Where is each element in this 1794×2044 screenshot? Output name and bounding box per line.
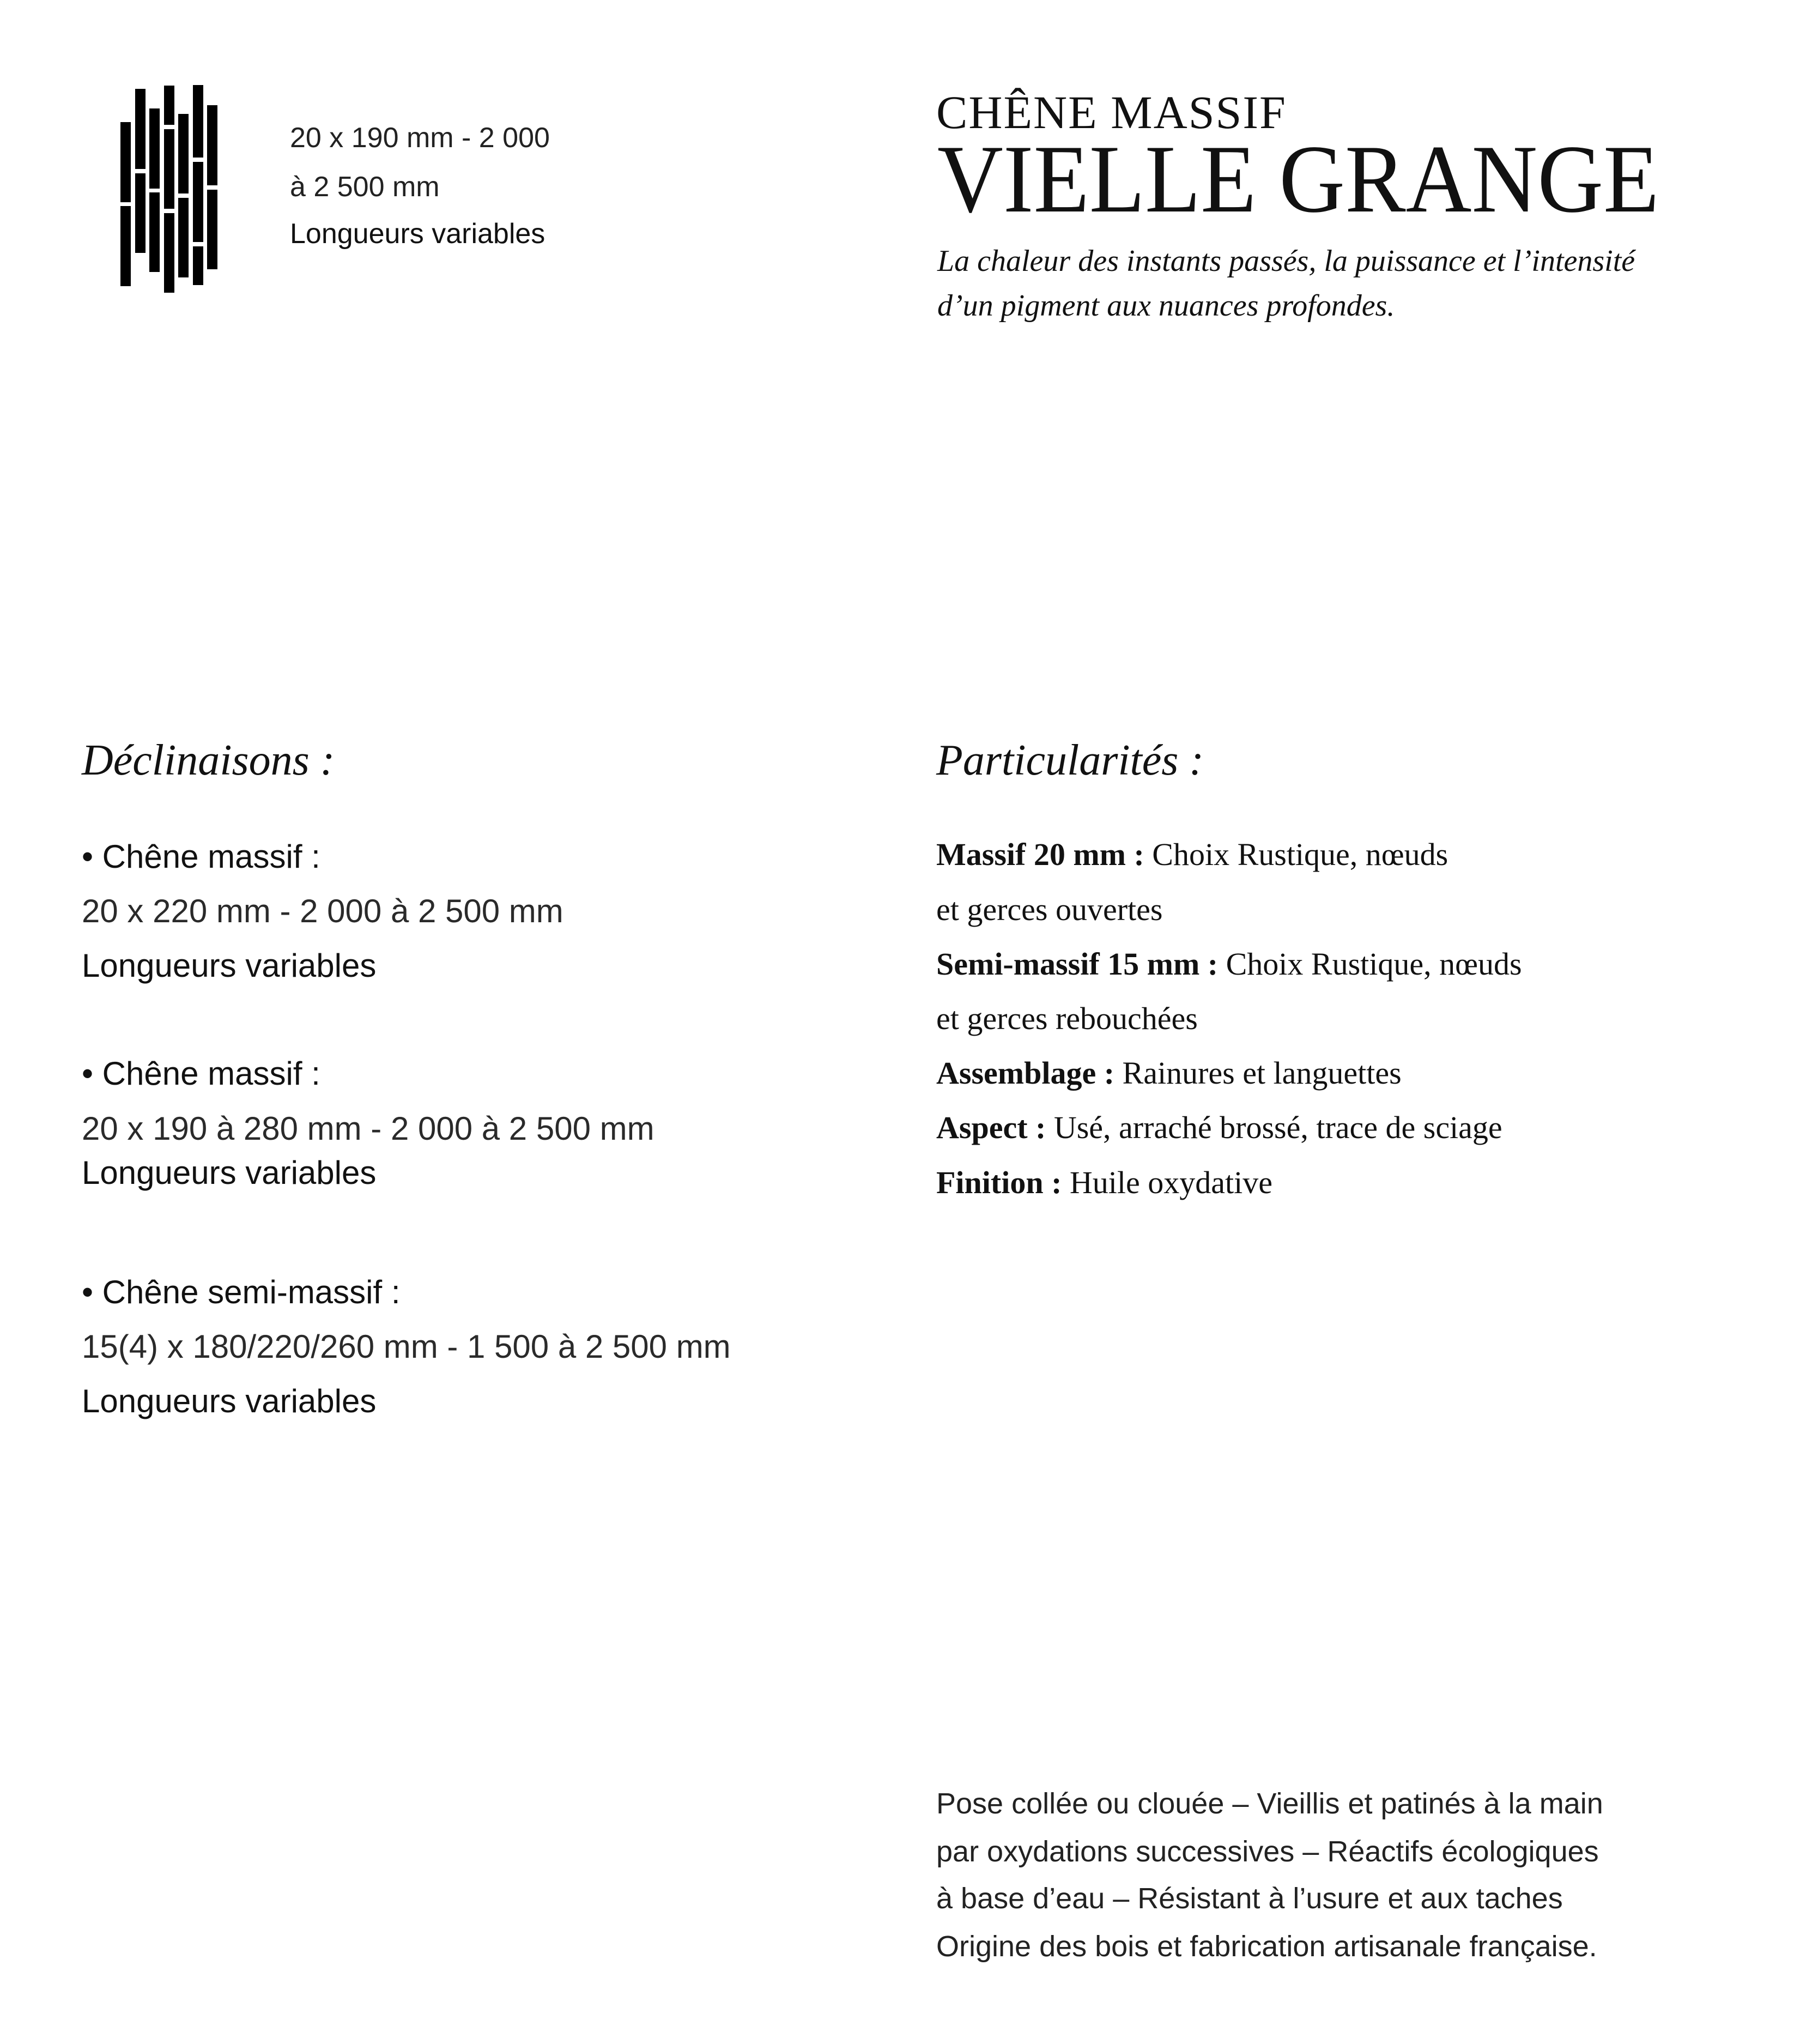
spec-dimensions: 20 x 190 mm - 2 000: [290, 122, 550, 154]
feature-label: Massif 20 mm :: [936, 837, 1144, 872]
footer-note-line: Origine des bois et fabrication artisanale française.: [936, 1930, 1597, 1963]
product-kicker: CHÊNE MASSIF: [936, 86, 1287, 138]
particularites-heading: Particularités :: [936, 736, 1204, 784]
feature-text: Choix Rustique, nœuds: [1218, 946, 1522, 982]
feature-line: [936, 1167, 1272, 1199]
feature-line: [936, 839, 1448, 870]
variant-name: • Chêne massif :: [82, 1055, 320, 1092]
declinaisons-heading: Déclinaisons :: [82, 736, 335, 784]
feature-line: [936, 1112, 1502, 1144]
footer-note-line: par oxydations successives – Réactifs écologiques: [936, 1835, 1599, 1868]
feature-label: Aspect :: [936, 1110, 1046, 1145]
feature-line: [936, 1003, 1198, 1035]
product-tagline-line: d’un pigment aux nuances profondes.: [937, 289, 1395, 323]
feature-text: Huile oxydative: [1062, 1165, 1272, 1200]
feature-text: Usé, arraché brossé, trace de sciage: [1046, 1110, 1502, 1145]
variant-note: Longueurs variables: [82, 1383, 377, 1419]
variant-note: Longueurs variables: [82, 947, 377, 984]
variant-dimensions: 20 x 220 mm - 2 000 à 2 500 mm: [82, 893, 563, 929]
footer-note-line: à base d’eau – Résistant à l’usure et aux taches: [936, 1882, 1563, 1915]
variant-dimensions: 20 x 190 à 280 mm - 2 000 à 2 500 mm: [82, 1110, 654, 1147]
feature-label: Semi-massif 15 mm :: [936, 946, 1219, 982]
product-title: VIELLE GRANGE: [937, 125, 1659, 233]
variant-name: • Chêne semi-massif :: [82, 1274, 401, 1310]
feature-line: [936, 1057, 1402, 1089]
parquet-planks-icon: [0, 0, 229, 305]
feature-line: [936, 894, 1162, 926]
variant-dimensions: 15(4) x 180/220/260 mm - 1 500 à 2 500 mm: [82, 1328, 731, 1365]
variant-name: • Chêne massif :: [82, 838, 320, 875]
variant-note: Longueurs variables: [82, 1154, 377, 1191]
product-tagline-line: La chaleur des instants passés, la puissance et l’intensité: [937, 244, 1635, 278]
feature-label: Assemblage :: [936, 1055, 1115, 1091]
footer-note-line: Pose collée ou clouée – Vieillis et patinés à la main: [936, 1787, 1603, 1820]
feature-text: Rainures et languettes: [1114, 1055, 1402, 1091]
feature-text: Choix Rustique, nœuds: [1144, 837, 1448, 872]
spec-length: à 2 500 mm: [290, 171, 440, 203]
feature-text: et gerces ouvertes: [936, 892, 1163, 927]
feature-text: et gerces rebouchées: [936, 1001, 1198, 1036]
feature-line: [936, 948, 1522, 980]
feature-label: Finition :: [936, 1165, 1062, 1200]
spec-note: Longueurs variables: [290, 218, 546, 250]
